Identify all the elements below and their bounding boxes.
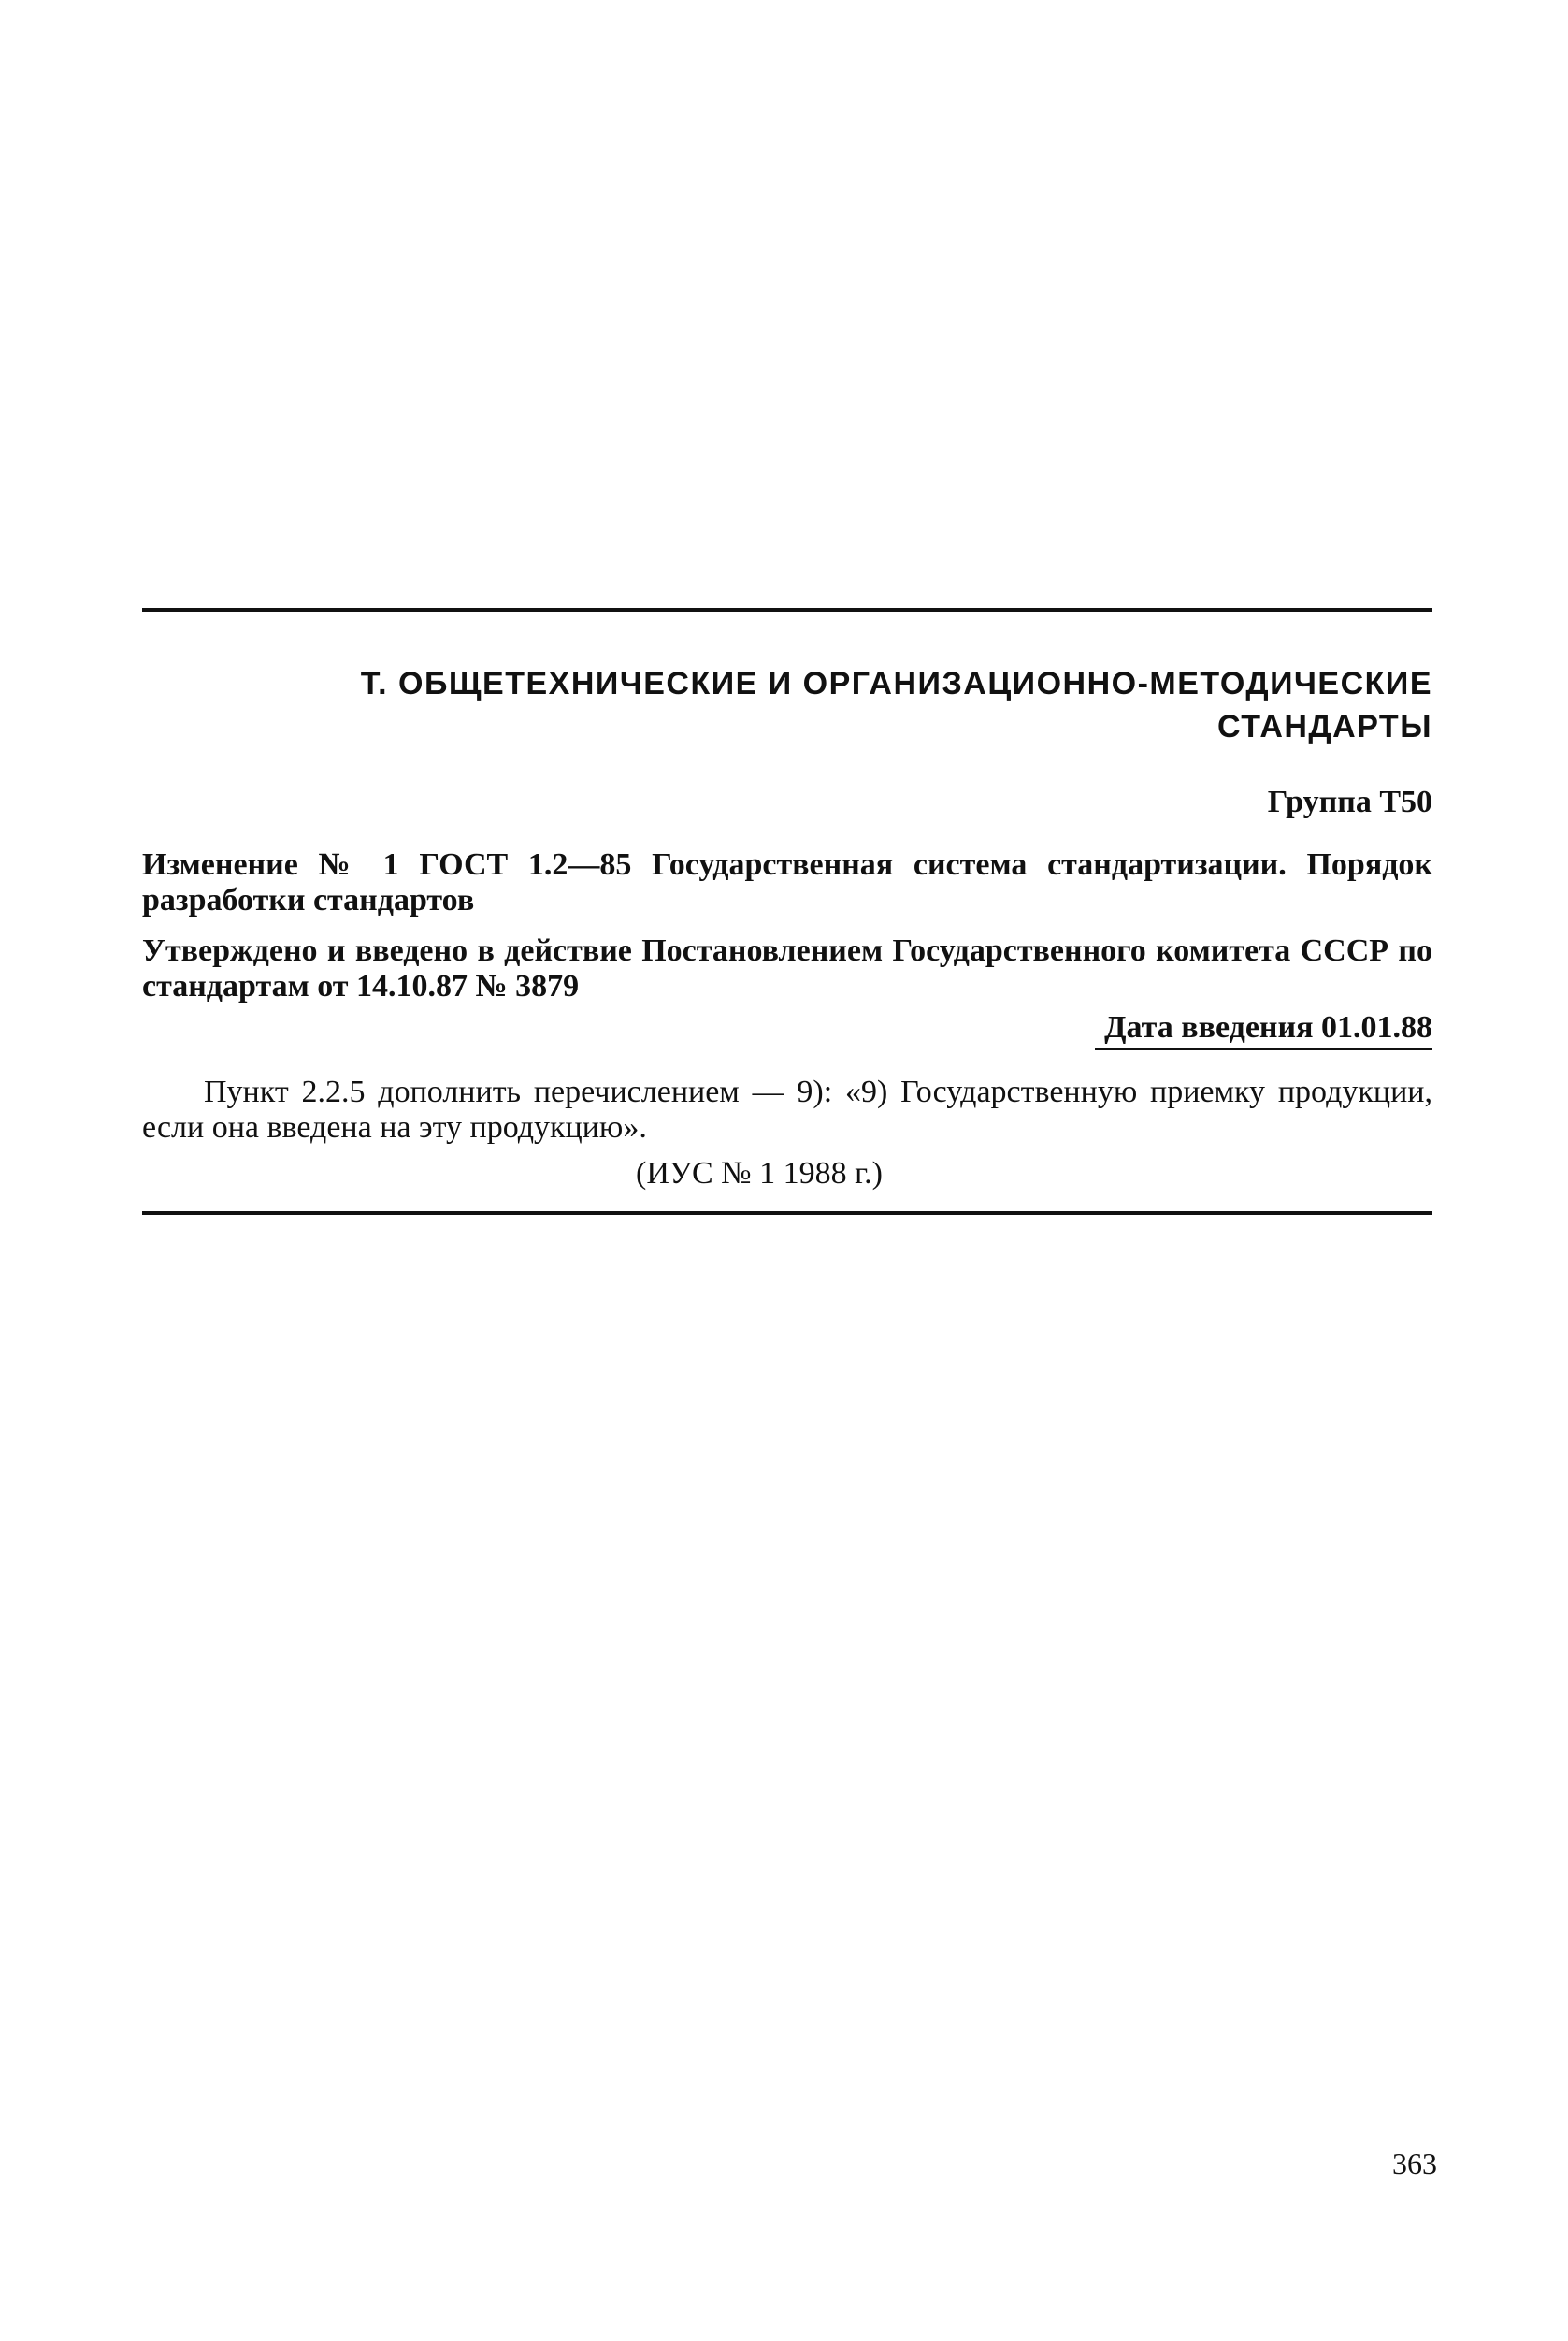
section-title: [142, 662, 1432, 748]
section-title-line-2: СТАНДАРТЫ: [1216, 709, 1432, 744]
section-title-line-1: Т. ОБЩЕТЕХНИЧЕСКИЕ И ОРГАНИЗАЦИОННО-МЕТОДИЧЕСКИЕ: [360, 666, 1432, 701]
amendment-body: Пункт 2.2.5 дополнить перечислением — 9): «9) Государственную приемку продукции, если она введена на эту продукцию».: [142, 1075, 1432, 1145]
amendment-block: [142, 608, 1432, 1215]
group-code: Группа Т50: [1267, 785, 1432, 819]
effective-date: Дата введения 01.01.88: [1095, 1008, 1432, 1050]
amendment-title: Изменение № 1 ГОСТ 1.2—85 Государственная система стандартизации. Порядок разработки стандартов: [142, 847, 1432, 918]
effective-date-wrap: [142, 1008, 1432, 1050]
page-number: 363: [1392, 2146, 1437, 2180]
source-reference: (ИУС № 1 1988 г.): [636, 1156, 883, 1191]
bottom-rule: [142, 1211, 1432, 1215]
approval-statement: Утверждено и введено в действие Постановлением Государственного комитета СССР по стандартам от 14.10.87 № 3879: [142, 933, 1432, 1004]
top-rule: [142, 608, 1432, 612]
